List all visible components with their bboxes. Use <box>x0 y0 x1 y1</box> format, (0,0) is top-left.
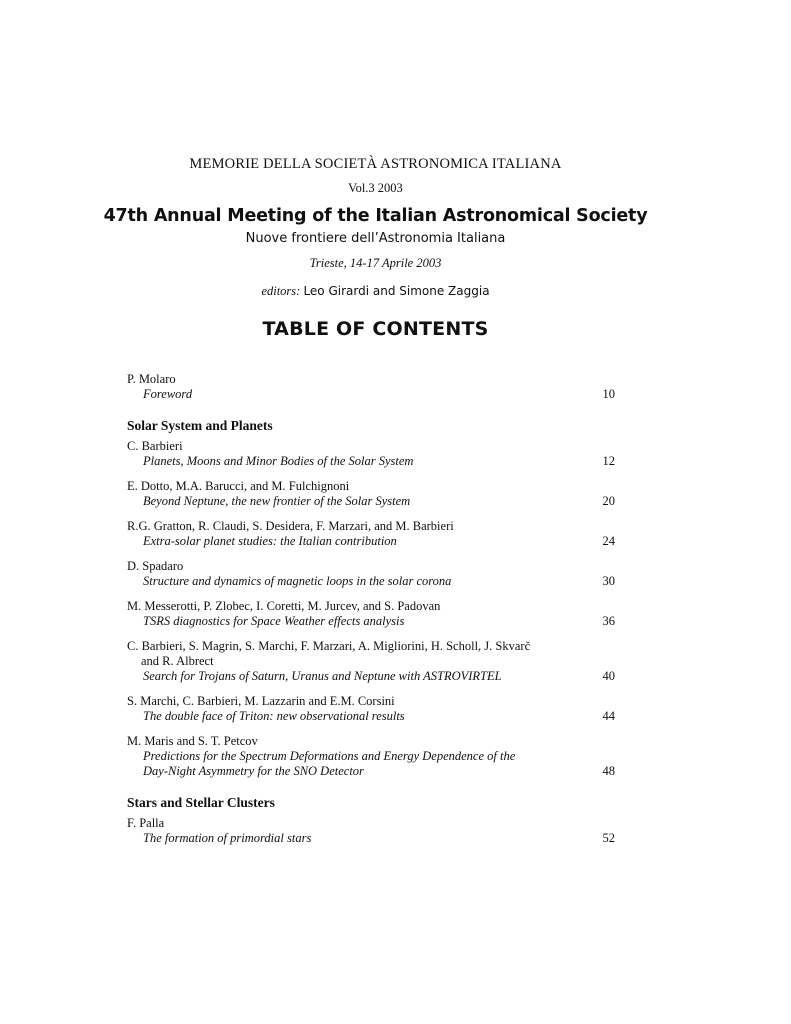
entry-title <box>127 574 615 589</box>
entry-page-number: 20 <box>602 494 615 508</box>
entry-page-number: 44 <box>602 709 615 723</box>
toc-entry <box>127 639 615 684</box>
entry-title <box>127 454 615 469</box>
toc-title: TABLE OF CONTENTS <box>262 318 489 340</box>
entry-title <box>127 709 615 724</box>
entry-title-text: Foreword <box>143 387 193 401</box>
place-date: Trieste, 14-17 Aprile 2003 <box>309 256 442 270</box>
editors-label: editors: <box>261 284 301 298</box>
entry-author <box>127 519 615 534</box>
entry-author <box>127 734 615 749</box>
toc-entry <box>127 439 615 469</box>
entry-title-line: The double face of Triton: new observational results <box>143 709 405 723</box>
entry-title-line: Extra-solar planet studies: the Italian contribution <box>143 534 397 548</box>
toc-entry <box>127 694 615 724</box>
entry-title-line: Day-Night Asymmetry for the SNO Detector <box>143 764 364 778</box>
entry-page-number: 30 <box>602 574 615 588</box>
entry-author-text: D. Spadaro <box>127 559 184 573</box>
entry-page-number: 24 <box>602 534 615 548</box>
entry-title-line: Search for Trojans of Saturn, Uranus and Neptune with ASTROVIRTEL <box>143 669 502 683</box>
toc-entry <box>127 559 615 589</box>
entry-page-number: 12 <box>602 454 615 468</box>
entry-author-text: C. Barbieri, S. Magrin, S. Marchi, F. Marzari, A. Migliorini, H. Scholl, J. Skvarč <box>127 639 531 653</box>
entry-author <box>127 599 615 614</box>
entry-title <box>127 749 615 779</box>
conference-title: 47th Annual Meeting of the Italian Astronomical Society <box>103 206 648 226</box>
toc-entry <box>127 816 615 846</box>
entry-title-line: The formation of primordial stars <box>143 831 312 845</box>
section-heading: Solar System and Planets <box>127 418 273 433</box>
entry-title <box>127 494 615 509</box>
entry-author-text: F. Palla <box>127 816 165 830</box>
toc-sections <box>127 418 615 846</box>
entry-author <box>127 639 615 669</box>
entry-author: P. Molaro <box>127 372 176 386</box>
toc-entry <box>127 479 615 509</box>
toc-entry <box>127 734 615 779</box>
entry-title <box>127 387 615 402</box>
entry-page-number: 48 <box>602 764 615 778</box>
editors-line <box>0 284 751 299</box>
entry-title <box>127 534 615 549</box>
entry-author-text: R.G. Gratton, R. Claudi, S. Desidera, F. Marzari, and M. Barbieri <box>127 519 454 533</box>
entry-author <box>127 479 615 494</box>
volume-info: Vol.3 2003 <box>348 181 403 195</box>
entry-page-number: 10 <box>602 387 615 401</box>
entry-author-text: M. Maris and S. T. Petcov <box>127 734 258 748</box>
entry-author <box>127 439 615 454</box>
journal-name: MEMORIE DELLA SOCIETÀ ASTRONOMICA ITALIANA <box>189 156 562 172</box>
entry-title-line: Planets, Moons and Minor Bodies of the Solar System <box>143 454 414 468</box>
entry-author <box>127 816 615 831</box>
editors-names: Leo Girardi and Simone Zaggia <box>303 284 490 298</box>
entry-author-continuation: and R. Albrect <box>141 654 214 668</box>
entry-title <box>127 669 615 684</box>
entry-page-number: 36 <box>602 614 615 628</box>
toc-list <box>127 372 615 856</box>
entry-title <box>127 831 615 846</box>
entry-page-number: 40 <box>602 669 615 683</box>
entry-title-line: Beyond Neptune, the new frontier of the Solar System <box>143 494 411 508</box>
conference-subtitle: Nuove frontiere dell’Astronomia Italiana <box>245 231 506 246</box>
entry-author <box>127 559 615 574</box>
entry-title <box>127 614 615 629</box>
section-heading: Stars and Stellar Clusters <box>127 795 275 810</box>
entry-title-line: TSRS diagnostics for Space Weather effects analysis <box>143 614 405 628</box>
entry-title-line: Structure and dynamics of magnetic loops in the solar corona <box>143 574 452 588</box>
entry-author-text: C. Barbieri <box>127 439 183 453</box>
entry-author-text: S. Marchi, C. Barbieri, M. Lazzarin and E.M. Corsini <box>127 694 395 708</box>
entry-author-text: E. Dotto, M.A. Barucci, and M. Fulchignoni <box>127 479 350 493</box>
toc-entry-foreword <box>127 372 615 402</box>
entry-author-text: M. Messerotti, P. Zlobec, I. Coretti, M. Jurcev, and S. Padovan <box>127 599 441 613</box>
toc-entry <box>127 519 615 549</box>
entry-author <box>127 694 615 709</box>
entry-title-line: Predictions for the Spectrum Deformations and Energy Dependence of the <box>143 749 516 763</box>
toc-entry <box>127 599 615 629</box>
entry-page-number: 52 <box>602 831 615 845</box>
